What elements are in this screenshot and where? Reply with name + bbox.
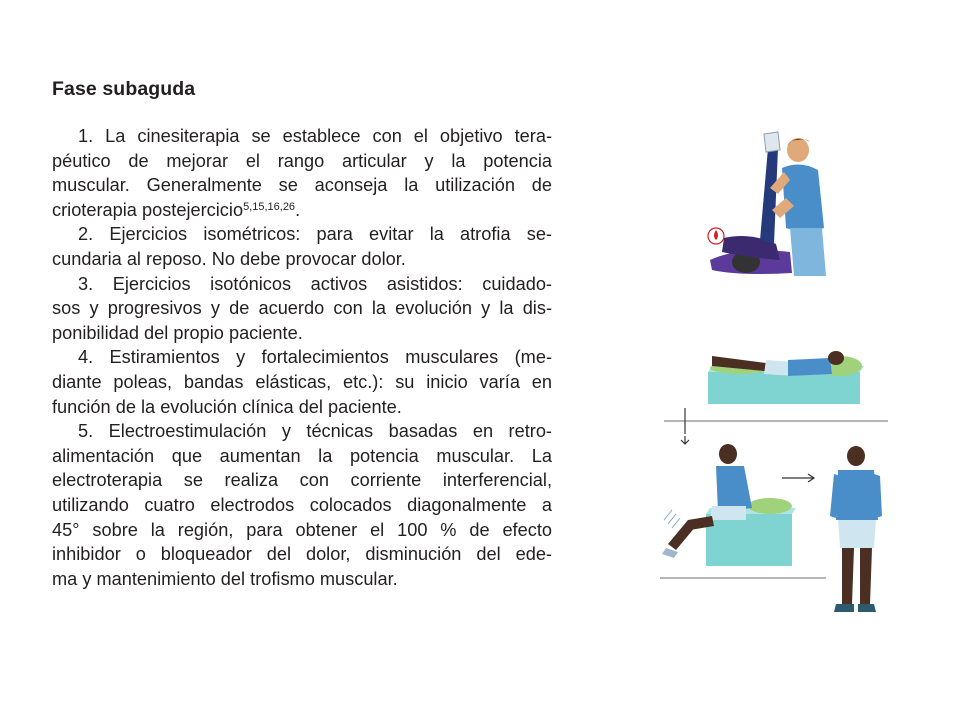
illustration-lying-patient [664,342,888,434]
right-arrow-icon [782,474,814,482]
text-line: ponibilidad del propio paciente. [52,322,303,343]
text-line: 2. Ejercicios isométricos: para evitar la atrofia se- [78,224,552,245]
text-line: cundaria al reposo. No debe provocar dolor. [52,248,406,269]
paragraph-5 [52,419,552,591]
illustration-passive-leg-raise [700,128,836,278]
section-heading: Fase subaguda [52,78,196,100]
body-text [52,124,552,591]
text-line-with-refs [52,198,552,223]
mat-shape [708,372,860,404]
text-line: utilizando cuatro electrodos colocados diagonalmente a [52,494,552,515]
illustration-sit-to-stand [660,436,890,626]
text-fragment: crioterapia postejercicio [52,199,244,220]
text-line: electroterapia se realiza con corriente interferencial, [52,470,552,491]
text-line: inhibidor o bloqueador del dolor, disminución del ede- [52,544,552,565]
text-line: función de la evolución clínica del paciente. [52,396,402,417]
text-line: 5. Electroestimulación y técnicas basadas en retro- [78,421,552,442]
text-line: sos y progresivos y de acuerdo con la evolución y la dis- [52,298,552,319]
text-line: alimentación que aumentan la potencia muscular. La [52,445,552,466]
paragraph-2 [52,222,552,271]
paragraph-3 [52,272,552,346]
raised-leg [760,148,778,244]
down-arrow-icon [681,436,689,444]
paragraph-1 [52,124,552,222]
paragraph-4 [52,345,552,419]
text-fragment: . [295,199,301,220]
text-line: 45° sobre la región, para obtener el 100 % de efecto [52,519,552,540]
mat-shape [706,514,792,566]
text-line: diante poleas, bandas elásticas, etc.): su inicio varía en [52,371,552,392]
text-line: 4. Estiramientos y fortalecimientos musculares (me- [78,347,552,368]
pillow-shape [748,498,792,514]
citation-refs: 5,15,16,26 [243,200,296,213]
blood-drop-icon [708,228,724,244]
text-line: muscular. Generalmente se aconseja la utilización de [52,175,552,196]
text-line: ma y mantenimiento del trofismo muscular. [52,568,398,589]
text-line: 3. Ejercicios isotónicos activos asistidos: cuidado- [78,273,552,294]
text-line: 1. La cinesiterapia se establece con el objetivo tera- [78,126,552,146]
therapist-shirt [782,164,824,231]
text-line: péutico de mejorar el rango articular y la potencia [52,150,552,171]
